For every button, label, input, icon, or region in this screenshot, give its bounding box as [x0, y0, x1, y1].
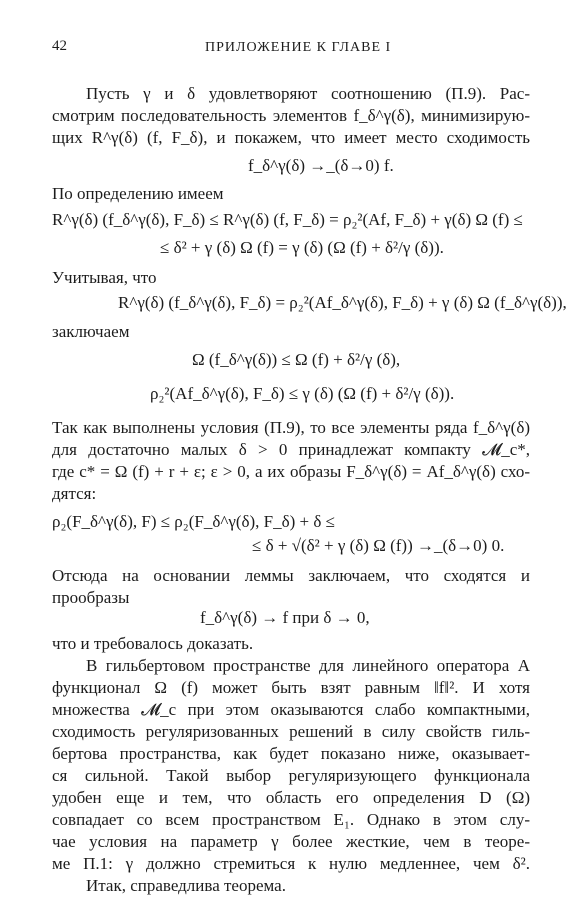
text-line: смотрим последовательность элементов f_δ^γ(δ), минимизирую- — [52, 106, 530, 125]
text-line: бертова пространства, как будет показано ниже, оказывает- — [52, 744, 530, 763]
text-line: дятся: — [52, 484, 97, 503]
text-line: ме П.1: γ должно стремиться к нулю медленнее, чем δ². — [52, 854, 530, 873]
text-line: щих R^γ(δ) (f, F_δ), и покажем, что имеет место сходимость — [52, 128, 530, 147]
text-line: Учитывая, что — [52, 268, 157, 287]
text-line: В гильбертовом пространстве для линейного оператора A — [86, 656, 530, 675]
text-line: функционал Ω (f) может быть взят равным ‖f‖². И хотя — [52, 678, 530, 697]
text-line: множества 𝓜_c при этом оказываются слабо компактными, — [52, 700, 530, 719]
text-line: прообразы — [52, 588, 130, 607]
text-line: совпадает со всем пространством E₁. Однако в этом слу- — [52, 810, 530, 829]
text-line: ся сильной. Такой выбор регуляризующего функционала — [52, 766, 530, 785]
text-line: удобен еще и тем, что область его определения D (Ω) — [52, 788, 530, 807]
text-line: Итак, справедлива теорема. — [86, 876, 286, 895]
text-line: Так как выполнены условия (П.9), то все элементы ряда f_δ^γ(δ) — [52, 418, 530, 437]
text-line: Отсюда на основании леммы заключаем, что сходятся и — [52, 566, 530, 585]
formula: f_δ^γ(δ) → f при δ → 0, — [200, 608, 370, 627]
page-number: 42 — [52, 38, 67, 54]
text-line: Пусть γ и δ удовлетворяют соотношению (П.9). Рас- — [86, 84, 530, 103]
text-line: где c* = Ω (f) + r + ε; ε > 0, а их образы F_δ^γ(δ) = Af_δ^γ(δ) схо- — [52, 462, 530, 481]
text-line: заключаем — [52, 322, 130, 341]
text-line: для достаточно малых δ > 0 принадлежат компакту 𝓜_c*, — [52, 440, 530, 459]
text-line: чае условия на параметр γ более жесткие, чем в теоре- — [52, 832, 530, 851]
formula: Ω (f_δ^γ(δ)) ≤ Ω (f) + δ²/γ (δ), — [192, 350, 401, 369]
text-line: сходимость регуляризованных решений в силу свойств гиль- — [52, 722, 530, 741]
formula: ≤ δ² + γ (δ) Ω (f) = γ (δ) (Ω (f) + δ²/γ (δ)). — [160, 238, 444, 257]
formula: R^γ(δ) (f_δ^γ(δ), F_δ) ≤ R^γ(δ) (f, F_δ) = ρ₂²(Af, F_δ) + γ(δ) Ω (f) ≤ — [52, 210, 523, 229]
formula: ρ₂²(Af_δ^γ(δ), F_δ) ≤ γ (δ) (Ω (f) + δ²/γ (δ)). — [150, 384, 455, 403]
formula: ρ₂(F_δ^γ(δ), F) ≤ ρ₂(F_δ^γ(δ), F_δ) + δ ≤ — [52, 512, 335, 531]
formula: ≤ δ + √(δ² + γ (δ) Ω (f)) →_(δ→0) 0. — [252, 536, 505, 555]
formula: R^γ(δ) (f_δ^γ(δ), F_δ) = ρ₂²(Af_δ^γ(δ), F_δ) + γ (δ) Ω (f_δ^γ(δ)), — [118, 293, 567, 312]
formula: f_δ^γ(δ) →_(δ→0) f. — [248, 156, 394, 175]
text-line: что и требовалось доказать. — [52, 634, 254, 653]
running-header: ПРИЛОЖЕНИЕ К ГЛАВЕ I — [205, 40, 392, 55]
text-line: По определению имеем — [52, 184, 224, 203]
